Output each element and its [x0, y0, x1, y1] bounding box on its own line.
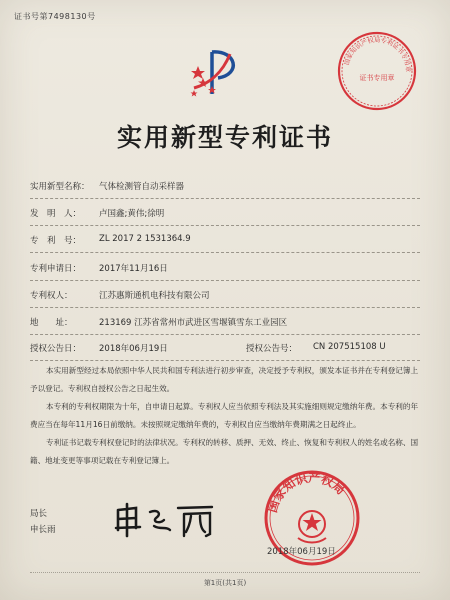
- field-value-patent-number: ZL 2017 2 1531364.9: [99, 234, 191, 244]
- certificate-title: 实用新型专利证书: [116, 123, 333, 152]
- field-value-inventor: 卢国鑫;黄伟;徐明: [99, 209, 165, 219]
- top-seal-ring-text: 国家知识产权局专利证书专用章: [343, 36, 412, 73]
- field-label-patentee: 专利权人：: [30, 291, 73, 301]
- grant-number-label: 授权公告号：: [246, 344, 298, 354]
- svg-text:国家知识产权局: [265, 470, 347, 515]
- grant-number-value: CN 207515108 U: [313, 342, 386, 352]
- field-label-address: 地 址：: [30, 318, 73, 328]
- field-label-patent-number: 专 利 号：: [30, 236, 82, 246]
- body-paragraph: 本专利的专利权期限为十年，自申请日起算。专利权人应当依照专利法及其实施细则规定缴纳年费。本专利的年费应当在每年11月16日前缴纳。未按照规定缴纳年费的，专利权自应当缴纳年费期满之日起终止。: [30, 402, 419, 429]
- director-title: 局长: [30, 509, 48, 519]
- field-label-filing-date: 专利申请日：: [30, 264, 82, 274]
- body-paragraph: 本实用新型经过本局依照中华人民共和国专利法进行初步审查，决定授予专利权，颁发本证书并在专利登记簿上予以登记。专利权自授权公告之日起生效。: [30, 366, 419, 393]
- field-value-patentee: 江苏惠斯通机电科技有限公司: [99, 291, 210, 301]
- signature-date: 2018年06月19日: [267, 547, 336, 557]
- certificate-body: [30, 362, 422, 470]
- grant-date-label: 授权公告日：: [30, 344, 82, 354]
- grant-date-value: 2018年06月19日: [99, 344, 168, 354]
- field-value-filing-date: 2017年11月16日: [99, 264, 168, 274]
- top-seal-center-text: 证书专用章: [359, 74, 395, 82]
- field-label-name: 实用新型名称：: [30, 182, 90, 192]
- certificate-seal-icon: [336, 30, 418, 112]
- director-signature: [112, 500, 222, 540]
- field-label-inventor: 发 明 人：: [30, 209, 82, 219]
- director-name: 申长雨: [30, 525, 56, 535]
- field-value-name: 气体检测管自动采样器: [99, 182, 185, 192]
- field-value-address: 213169 江苏省常州市武进区雪堰镇雪东工业园区: [99, 318, 288, 328]
- body-paragraph: 专利证书记载专利权登记时的法律状况。专利权的转移、质押、无效、终止、恢复和专利权人的姓名或名称、国籍、地址变更等事项记载在专利登记簿上。: [30, 438, 419, 465]
- bottom-seal-text: 国家知识产权局: [265, 470, 348, 515]
- certificate-number: 证书号第7498130号: [14, 12, 96, 21]
- patent-office-emblem-icon: [188, 44, 252, 108]
- page-number: 第1页(共1页): [203, 579, 247, 587]
